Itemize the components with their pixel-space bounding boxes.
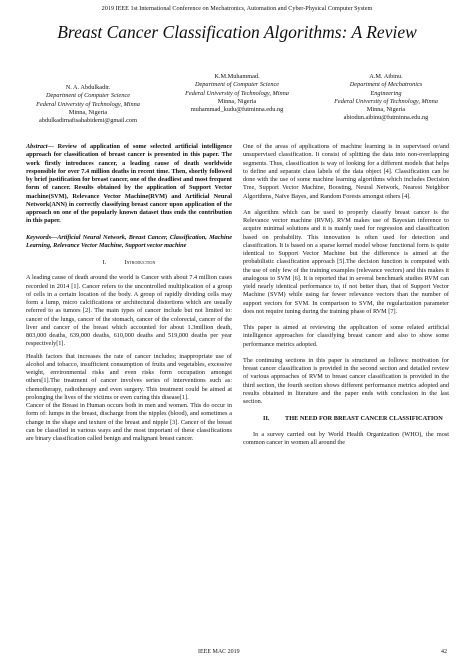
author-name: A.M. Aibinu. — [369, 73, 403, 80]
section-2-paragraph-1: In a survey carried out by World Health Organization (WHO), the most common cancer in women all around the — [243, 430, 449, 446]
author-location-2: Minna, Nigeria — [366, 106, 406, 114]
section-title: THE NEED FOR BREAST CANCER CLASSIFICATION — [285, 415, 443, 423]
section-number: II. — [263, 415, 270, 423]
author-email: abiodun.aibinu@futminna.edu.ng — [343, 114, 429, 122]
author-univ: Engineering — [370, 89, 402, 97]
author-location: Federal University of Technology, Minna — [334, 97, 438, 105]
author-dept: Department of Computer Science — [45, 92, 131, 100]
intro-paragraph-2: Health factors that increases the rate of cancer includes; inappropriate use of alcohol and tobacco, insufficient consumption of fruits and vegetables, excessive weight, environmental risks and even risks form occupation amongst others[1].The treatment of cancer involves series of interventions such as: chemotherapy, radiotherapy and even surgery. This treatment could be aimed at prolonging the lives of the victims or even curing this disease[1]. — [26, 352, 232, 401]
author-email: muhammad_kudu@futminna.edu.ng — [190, 106, 284, 114]
author-dept: Department of Computer Science — [194, 81, 280, 89]
intro-paragraph-1: A leading cause of death around the world is Cancer with about 7.4 million cases recorded in 2014 [1]. Cancer refers to the uncontrolled multiplication of a group of cells in a certain location of the body. A group of rapidly dividing cells may form a lump, micro calcifications or architectural distortions which are usually referred to as tumors [2]. The main types of cancer include but not limited to: cancer of the lungs, cancer of the stomach, cancer of the colorectal, cancer of the liver and cancer of the breast which accounted for about 1.3million death, 803,000 deaths, 639,000 deaths, 610,000 deaths and 519,000 deaths per year respectively[1]. — [26, 274, 232, 348]
right-paragraph-2: An algorithm which can be used to properly classify breast cancer is the Relevance vector machine (RVM). RVM makes use of Bayesian inference to acquire minimal solutions and it is mainly used for regression and classification based on probability. This innovation is often used for detection and classification. It is based on a sparse kernel model whose functional form is quite identical to Support Vector Machine but the difference is aimed at the probabilistic classification approach [5].The decision function is computed with the use of only few of the training examples (relevance vectors) and this makes it analogous to SVM [6]. It is reported that in several benchmark studies RVM can yield nearly identical performance to, if not better than, that of Support Vector Machine (SVM) while using far fewer relevance vectors than the number of support vectors for SVM. In comparison to SVM, the regularization parameter does not require tuning during the training phase of RVM [7]. — [243, 208, 449, 315]
right-paragraph-3: This paper is aimed at reviewing the application of some related artificial intelligence approaches for classifying breast cancer and also to show some performance metrics adopted. — [243, 324, 449, 348]
abstract-text: Review of application of some selected artificial intelligence approach for classification of breast cancer is presented in this paper. The work firstly introduces cancer, a leading cause of death worldwide responsible for over 7.4 million deaths in recent time. Then, shortly followed by brief justification for breast cancer, one of the deadliest and most frequent form of cancer. Results obtained by the application of Support Vector machine(SVM), Relevance Vector Machine(RVM) and Artificial Neural Network(ANN) in correctly classifying breast cancer upon application of the approach on one of the popularly known dataset thus ends the contribution in this paper. — [26, 143, 232, 225]
keywords: Keywords—Artificial Neural Network, Breast Cancer, Classification, Machine Learning, Relevance Vector Machine, Support vector machine — [26, 233, 232, 249]
author-name: N. A. Abdulkadir. — [65, 84, 111, 91]
author-name: K.M.Muhammad. — [214, 73, 260, 80]
section-number: I. — [102, 259, 107, 266]
section-title: Introduction — [124, 259, 156, 266]
page-number: 42 — [441, 649, 447, 655]
section-1-heading — [26, 259, 232, 267]
abstract-label: Abstract— — [26, 143, 54, 150]
right-paragraph-4: The continuing sections in this paper is structured as follows: motivation for breast cancer classification is provided in the second section and detailed review of various approaches of RVM to breast cancer classification is provided in the third section, the fourth section shows different performance metrics adopted and results obtained in literature and the paper ends with conclusion in the last section. — [243, 356, 449, 405]
conference-header: 2019 IEEE 1st International Conference on Mechatronics, Automation and Cyber-Physical Computer System — [101, 5, 373, 12]
author-dept: Department of Mechatronics — [349, 81, 423, 89]
author-univ: Federal University of Technology, Minna — [36, 100, 140, 108]
right-column — [243, 143, 449, 451]
author-block-2 — [167, 73, 307, 114]
author-location: Minna, Nigeria — [217, 97, 257, 105]
author-block-3 — [316, 73, 456, 123]
footer-venue: IEEE MAC 2019 — [198, 649, 240, 655]
right-paragraph-1: One of the areas of applications of machine learning is in supervised or/and unsupervised classification. It consist of splitting the data into non-overlapping segments. Thus, classification is way of looking for a different models that helps to define and separate class labels of the data object [4]. Classification can be done with the use of some machine learning algorithms which includes Decision Tree, Support Vector Machine, Boosting, Neural Network, Nearest Neighbor Algorithms, Naïve Bayes, and Random Forests amongst others [4]. — [243, 143, 449, 200]
intro-paragraph-3: Cancer of the Breast in Human occurs both in men and women. This do occur in form of: lumps in the breast, discharge from the nipples (blood), and sometimes a change in the shape and texture of the breast and nipple [3]. Cancer of the breast can be classified in various ways and the most important of these classifications are binary classification called benign and malignant breast cancer. — [26, 402, 232, 442]
author-location: Minna, Nigeria — [68, 108, 108, 116]
abstract — [26, 143, 232, 226]
author-email: abdulkadirnafisahabidemi@gmail.com — [39, 117, 137, 125]
section-2-heading — [243, 415, 449, 423]
author-univ: Federal University of Technology, Minna — [185, 89, 289, 97]
author-block-1 — [18, 84, 158, 125]
paper-title: Breast Cancer Classification Algorithms: A Review — [57, 22, 417, 42]
left-column — [26, 143, 232, 447]
